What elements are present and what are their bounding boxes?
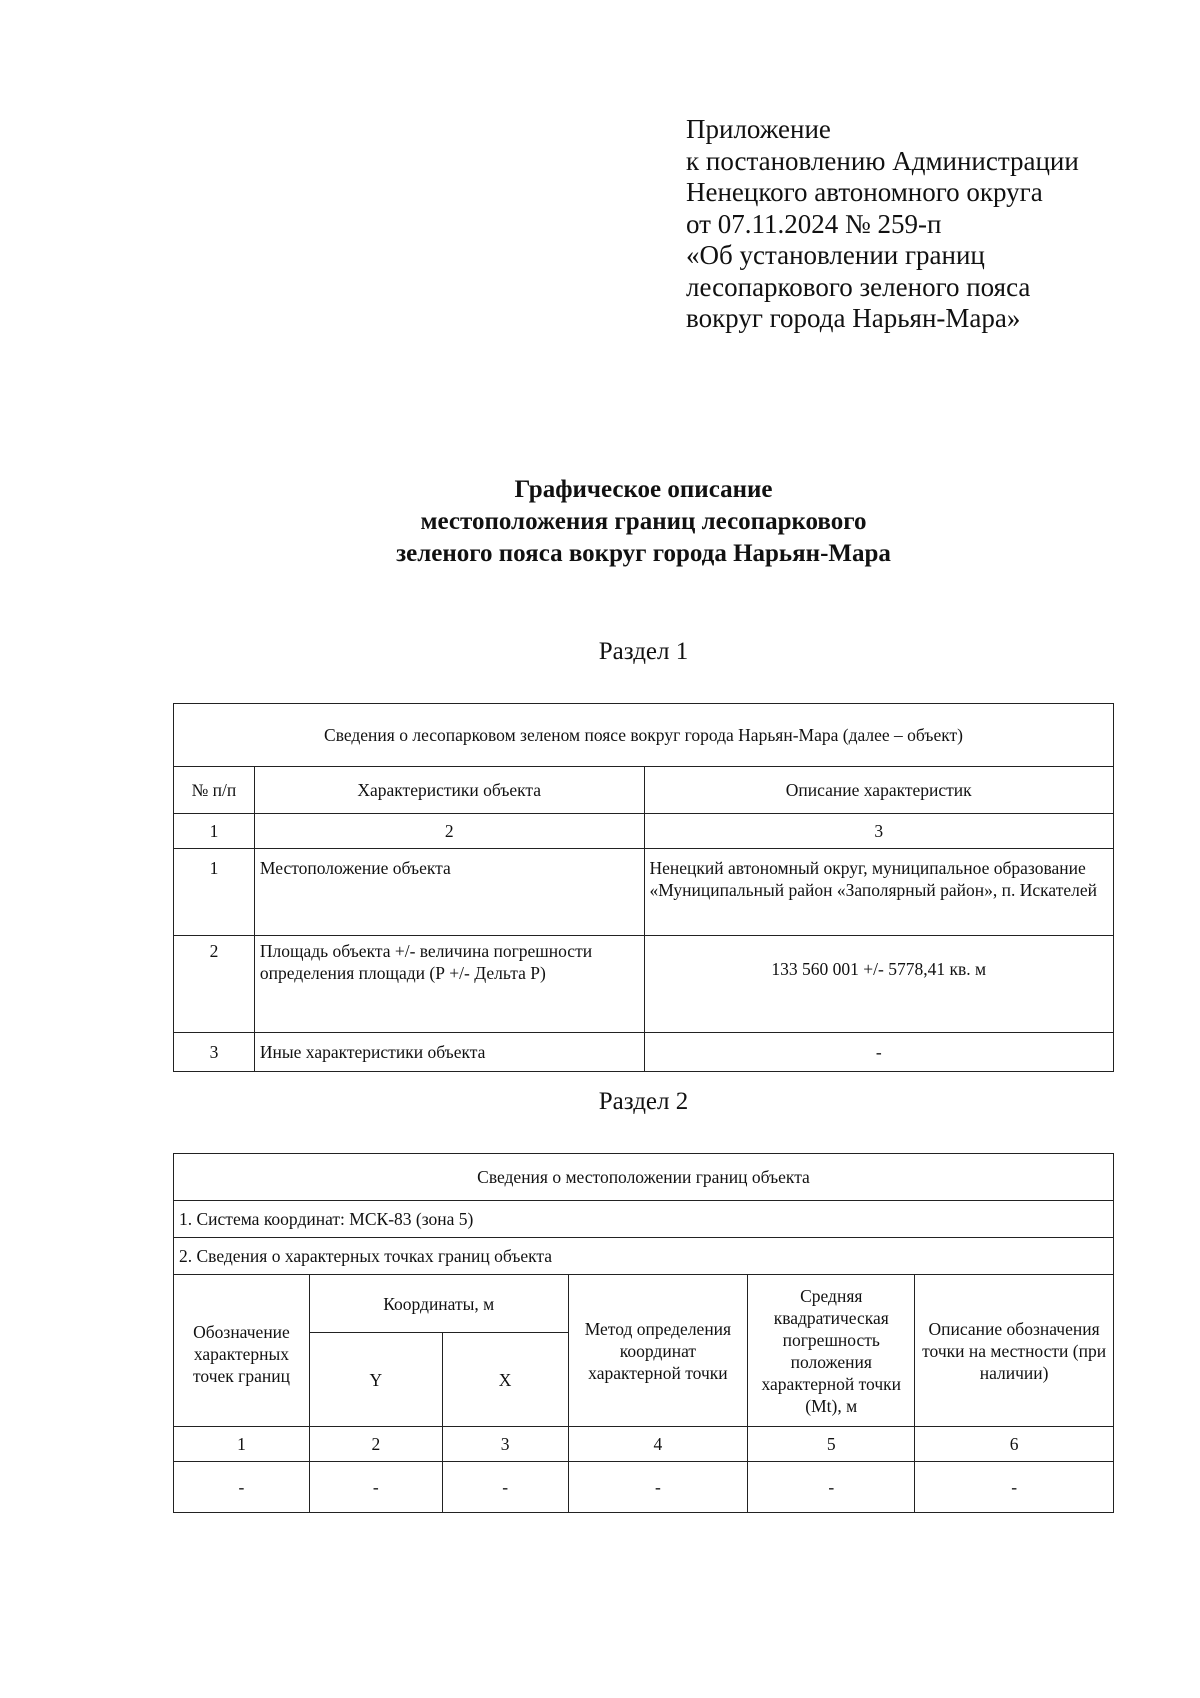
appendix-line: лесопаркового зеленого пояса: [686, 271, 1031, 302]
object-info-table: [173, 703, 1114, 1072]
document-title: [0, 474, 1200, 570]
row-description: 133 560 001 +/- 5778,41 кв. м: [644, 936, 1114, 1033]
appendix-line: к постановлению Администрации: [686, 145, 1079, 176]
title-line: Графическое описание: [514, 476, 773, 503]
column-header-method: Метод определения координат характерной точки: [568, 1275, 748, 1427]
table-caption: Сведения о лесопарковом зеленом поясе вокруг города Нарьян-Мара (далее – объект): [174, 704, 1114, 767]
appendix-line: вокруг города Нарьян-Мара»: [686, 303, 1021, 333]
column-header-number: № п/п: [174, 767, 255, 814]
column-number: 1: [174, 1427, 310, 1462]
column-header-description: Описание характеристик: [644, 767, 1114, 814]
data-cell: -: [442, 1462, 568, 1513]
table-caption: Сведения о местоположении границ объекта: [174, 1154, 1114, 1201]
column-number: 4: [568, 1427, 748, 1462]
row-characteristic: Площадь объекта +/- величина погрешности определения площади (Р +/- Дельта Р): [254, 936, 644, 1033]
column-header-designation: Обозначение характерных точек границ: [174, 1275, 310, 1427]
appendix-line: «Об установлении границ: [686, 240, 985, 270]
column-number: 3: [442, 1427, 568, 1462]
column-header-y: Y: [309, 1333, 442, 1427]
title-line: местоположения границ лесопаркового: [420, 508, 867, 535]
table-row: [174, 936, 1114, 1033]
data-cell: -: [748, 1462, 915, 1513]
coordinate-system: 1. Система координат: МСК-83 (зона 5): [174, 1201, 1114, 1238]
column-header-characteristics: Характеристики объекта: [254, 767, 644, 814]
column-header-point-description: Описание обозначения точки на местности (при наличии): [915, 1275, 1114, 1427]
row-number: 3: [174, 1033, 255, 1072]
appendix-line: Приложение: [686, 114, 831, 144]
column-number: 5: [748, 1427, 915, 1462]
row-number: 1: [174, 849, 255, 936]
appendix-line: от 07.11.2024 № 259-п: [686, 208, 942, 239]
table-row: [174, 1462, 1114, 1513]
data-cell: -: [309, 1462, 442, 1513]
section-2-title: Раздел 2: [598, 1088, 689, 1115]
column-number: 6: [915, 1427, 1114, 1462]
row-number: 2: [174, 936, 255, 1033]
row-description: Ненецкий автономный округ, муниципальное образование «Муниципальный район «Заполярный район», п. Искателей: [644, 849, 1114, 936]
data-cell: -: [915, 1462, 1114, 1513]
column-number: 2: [254, 814, 644, 849]
row-characteristic: Местоположение объекта: [254, 849, 644, 936]
row-characteristic: Иные характеристики объекта: [254, 1033, 644, 1072]
appendix-header: [686, 114, 1079, 335]
table-row: [174, 1033, 1114, 1072]
row-description: -: [644, 1033, 1114, 1072]
column-header-x: X: [442, 1333, 568, 1427]
column-header-error: Средняя квадратическая погрешность положения характерной точки (Mt), м: [748, 1275, 915, 1427]
appendix-line: Ненецкого автономного округа: [686, 177, 1043, 207]
data-cell: -: [568, 1462, 748, 1513]
data-cell: -: [174, 1462, 310, 1513]
column-number: 1: [174, 814, 255, 849]
column-number: 2: [309, 1427, 442, 1462]
boundary-points-table: [173, 1153, 1114, 1513]
column-number: 3: [644, 814, 1114, 849]
column-header-coordinates: Координаты, м: [309, 1275, 568, 1333]
section-1-title: Раздел 1: [598, 638, 689, 665]
table-row: [174, 849, 1114, 936]
points-info: 2. Сведения о характерных точках границ объекта: [174, 1238, 1114, 1275]
title-line: зеленого пояса вокруг города Нарьян-Мара: [396, 540, 891, 567]
